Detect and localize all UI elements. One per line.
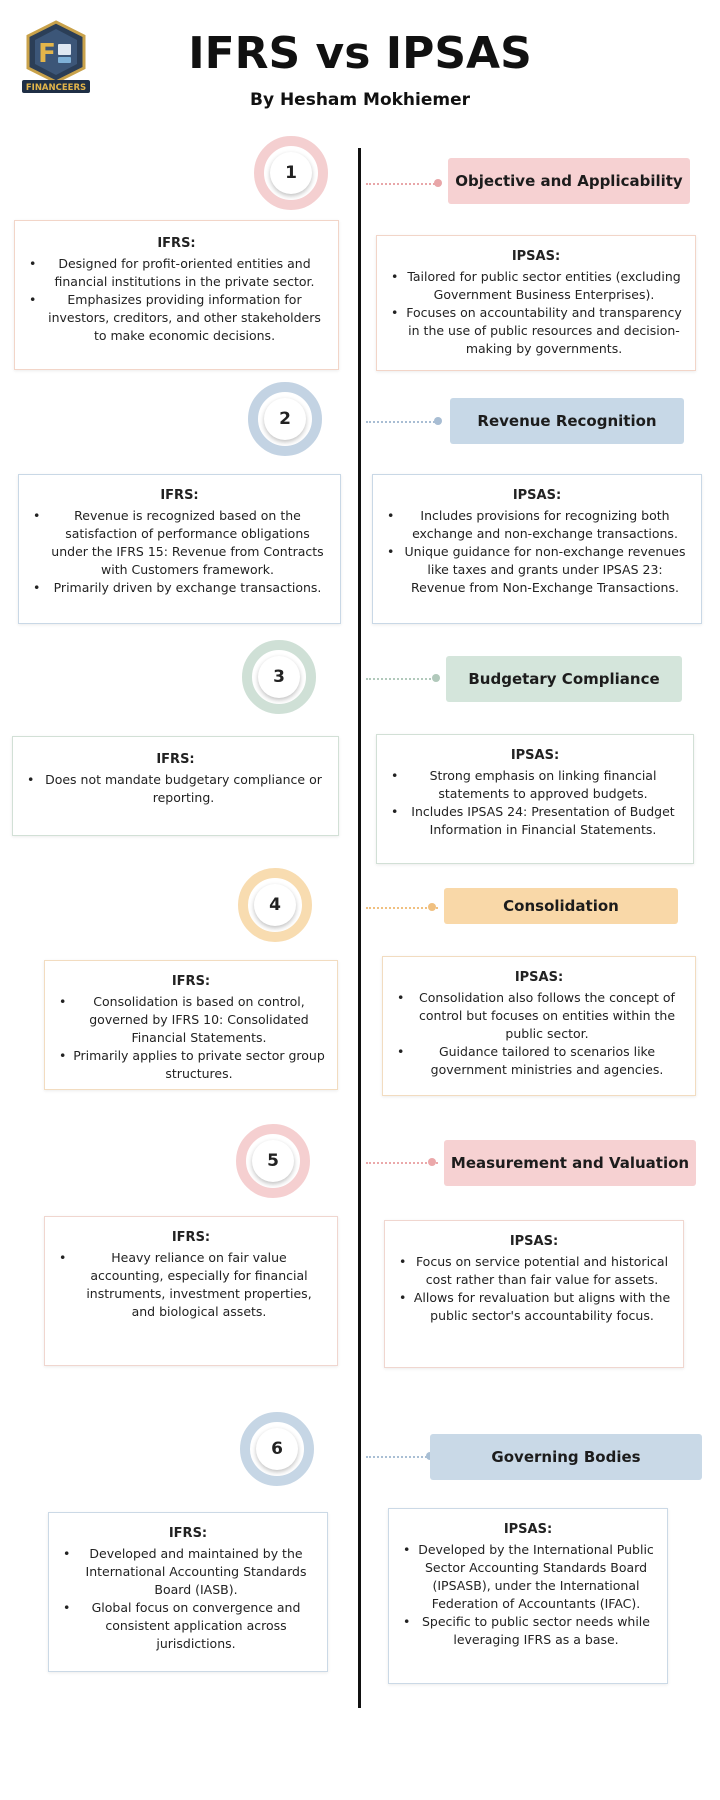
- logo-text: FINANCEERS: [25, 83, 87, 93]
- connector-dot: [432, 674, 440, 682]
- ipsas-bullet: • Specific to public sector needs while leveraging IFRS as a base.: [401, 1613, 655, 1649]
- ipsas-card-title: IPSAS:: [503, 1522, 553, 1537]
- ifrs-card-title: IFRS:: [168, 1526, 208, 1541]
- step-number-circle: [242, 640, 316, 714]
- ipsas-card: [376, 235, 696, 371]
- ipsas-bullet: • Tailored for public sector entities (excluding Government Business Enterprises).: [389, 268, 683, 304]
- timeline-line: [358, 148, 361, 1708]
- connector-dot: [434, 179, 442, 187]
- ifrs-bullet: • Global focus on convergence and consistent application across jurisdictions.: [61, 1599, 315, 1653]
- ifrs-bullet: • Developed and maintained by the International Accounting Standards Board (IASB).: [61, 1545, 315, 1599]
- ipsas-card-title: IPSAS:: [511, 249, 561, 264]
- connector-dotted-line: [366, 421, 438, 423]
- connector-dotted-line: [366, 678, 438, 680]
- ifrs-bullet: • Primarily driven by exchange transactions.: [31, 579, 328, 597]
- step-number: 4: [254, 884, 296, 926]
- ipsas-bullet: • Guidance tailored to scenarios like government ministries and agencies.: [395, 1043, 683, 1079]
- ipsas-card: [382, 956, 696, 1096]
- connector-dot: [428, 903, 436, 911]
- ifrs-card: [44, 960, 338, 1090]
- ipsas-card: [372, 474, 702, 624]
- ipsas-card-title: IPSAS:: [512, 488, 562, 503]
- section-heading: Objective and Applicability: [448, 158, 690, 204]
- ipsas-card: [388, 1508, 668, 1684]
- ipsas-card-title: IPSAS:: [510, 748, 560, 763]
- connector-dotted-line: [366, 183, 438, 185]
- ipsas-card: [376, 734, 694, 864]
- page-subtitle: By Hesham Mokhiemer: [249, 90, 471, 110]
- ipsas-bullet: • Allows for revaluation but aligns with the public sector's accountability focus.: [397, 1289, 671, 1325]
- ipsas-card-title: IPSAS:: [509, 1234, 559, 1249]
- ipsas-bullet: • Includes IPSAS 24: Presentation of Budget Information in Financial Statements.: [389, 803, 681, 839]
- ipsas-bullet: • Unique guidance for non-exchange revenues like taxes and grants under IPSAS 23: Revenue from Non-Exchange Transactions.: [385, 543, 689, 597]
- svg-text:F: F: [38, 39, 56, 69]
- ifrs-bullet: • Does not mandate budgetary compliance or reporting.: [25, 771, 326, 807]
- step-number: 6: [256, 1428, 298, 1470]
- ifrs-bullet: • Heavy reliance on fair value accounting, especially for financial instruments, investment properties, and biological assets.: [57, 1249, 325, 1321]
- ifrs-card-title: IFRS:: [157, 236, 196, 251]
- step-number: 3: [258, 656, 300, 698]
- ipsas-card-title: IPSAS:: [514, 970, 564, 985]
- section-heading: Budgetary Compliance: [446, 656, 682, 702]
- step-number-circle: [248, 382, 322, 456]
- ifrs-bullet: • Primarily applies to private sector group structures.: [57, 1047, 325, 1083]
- ifrs-card: [44, 1216, 338, 1366]
- section-heading: Revenue Recognition: [450, 398, 684, 444]
- ifrs-bullet: • Emphasizes providing information for investors, creditors, and other stakeholders to make economic decisions.: [27, 291, 326, 345]
- connector-dot: [428, 1158, 436, 1166]
- ifrs-card-title: IFRS:: [171, 1230, 211, 1245]
- ipsas-bullet: • Focus on service potential and historical cost rather than fair value for assets.: [397, 1253, 671, 1289]
- section-heading: Measurement and Valuation: [444, 1140, 696, 1186]
- ipsas-bullet: • Developed by the International Public Sector Accounting Standards Board (IPSASB), under the International Federation of Accountants (IFAC).: [401, 1541, 655, 1613]
- ipsas-card: [384, 1220, 684, 1368]
- ifrs-card: [14, 220, 339, 370]
- ifrs-card-title: IFRS:: [160, 488, 199, 503]
- section-heading: Consolidation: [444, 888, 678, 924]
- ipsas-bullet: • Includes provisions for recognizing both exchange and non-exchange transactions.: [385, 507, 689, 543]
- ifrs-card: [12, 736, 339, 836]
- section-heading: Governing Bodies: [430, 1434, 702, 1480]
- ifrs-bullet: • Consolidation is based on control, governed by IFRS 10: Consolidated Financial Statements.: [57, 993, 325, 1047]
- step-number-circle: [254, 136, 328, 210]
- step-number: 2: [264, 398, 306, 440]
- ifrs-card-title: IFRS:: [156, 752, 195, 767]
- ipsas-bullet: • Focuses on accountability and transparency in the use of public resources and decision-making by governments.: [389, 304, 683, 358]
- ifrs-bullet: • Designed for profit-oriented entities and financial institutions in the private sector.: [27, 255, 326, 291]
- ifrs-card-title: IFRS:: [171, 974, 211, 989]
- page-title: IFRS vs IPSAS: [188, 28, 532, 79]
- step-number: 5: [252, 1140, 294, 1182]
- ipsas-bullet: • Strong emphasis on linking financial statements to approved budgets.: [389, 767, 681, 803]
- ifrs-card: [48, 1512, 328, 1672]
- ifrs-card: [18, 474, 341, 624]
- connector-dot: [434, 417, 442, 425]
- ifrs-bullet: • Revenue is recognized based on the satisfaction of performance obligations under the IFRS 15: Revenue from Contracts with Customers framework.: [31, 507, 328, 579]
- step-number-circle: [238, 868, 312, 942]
- step-number: 1: [270, 152, 312, 194]
- ipsas-bullet: • Consolidation also follows the concept of control but focuses on entities within the public sector.: [395, 989, 683, 1043]
- step-number-circle: [236, 1124, 310, 1198]
- step-number-circle: [240, 1412, 314, 1486]
